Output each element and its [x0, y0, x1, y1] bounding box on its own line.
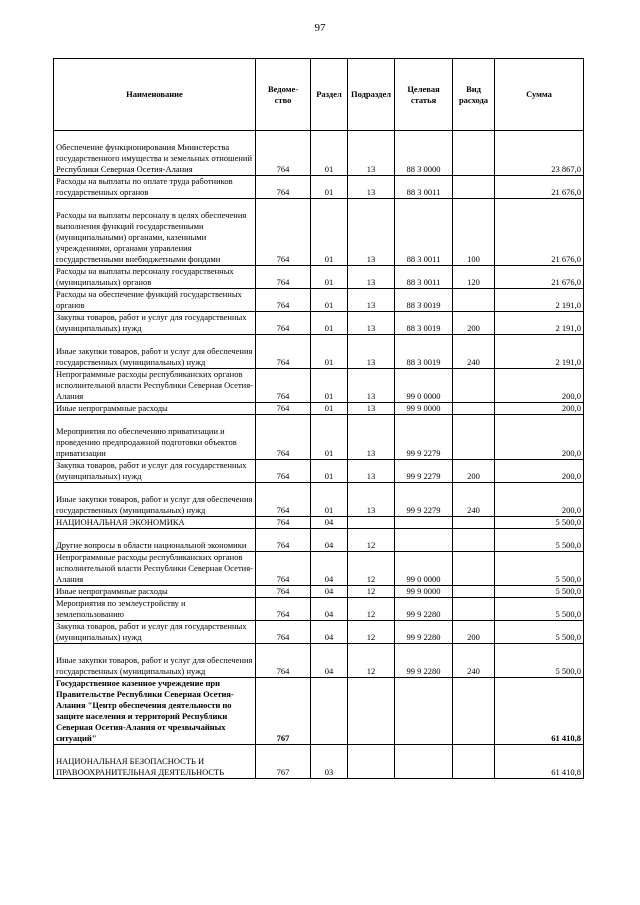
- header-expense-type: Вид расхода: [453, 59, 495, 131]
- row-subsection: 13: [348, 176, 395, 199]
- row-name: Обеспечение функционирования Министерства государственного имущества и земельных отношений Республики Северная Осетия-Алания: [54, 131, 256, 176]
- row-expense-type: 100: [453, 199, 495, 266]
- table-row: [54, 460, 584, 483]
- row-section: 01: [311, 460, 348, 483]
- header-sum: Сумма: [495, 59, 584, 131]
- row-target: 88 3 0011: [395, 266, 453, 289]
- row-target: 99 9 2279: [395, 415, 453, 460]
- row-target: 88 3 0011: [395, 176, 453, 199]
- row-sum: 200,0: [495, 460, 584, 483]
- row-name: Другие вопросы в области национальной экономики: [54, 529, 256, 552]
- row-name: Иные закупки товаров, работ и услуг для обеспечения государственных (муниципальных) нужд: [54, 644, 256, 678]
- row-dept: 764: [256, 199, 311, 266]
- row-expense-type: 240: [453, 644, 495, 678]
- row-sum: 5 500,0: [495, 644, 584, 678]
- row-expense-type: 120: [453, 266, 495, 289]
- row-subsection: 12: [348, 621, 395, 644]
- row-dept: 764: [256, 266, 311, 289]
- row-dept: 764: [256, 369, 311, 403]
- row-expense-type: 200: [453, 312, 495, 335]
- table-row: [54, 369, 584, 403]
- table-row: [54, 131, 584, 176]
- table-row: [54, 483, 584, 517]
- row-target: 99 0 0000: [395, 552, 453, 586]
- row-subsection: 12: [348, 529, 395, 552]
- row-dept: 764: [256, 335, 311, 369]
- row-sum: 200,0: [495, 369, 584, 403]
- row-expense-type: [453, 678, 495, 745]
- row-expense-type: 200: [453, 621, 495, 644]
- row-dept: 764: [256, 403, 311, 415]
- row-name: Непрограммные расходы республиканских органов исполнительной власти Республики Северная Осетия-Алания: [54, 369, 256, 403]
- row-subsection: 12: [348, 598, 395, 621]
- row-expense-type: [453, 517, 495, 529]
- table-row: [54, 403, 584, 415]
- row-target: 99 9 2280: [395, 621, 453, 644]
- row-expense-type: 240: [453, 335, 495, 369]
- row-sum: 200,0: [495, 483, 584, 517]
- row-name: Расходы на выплаты персоналу государственных (муниципальных) органов: [54, 266, 256, 289]
- row-name: Иные непрограммные расходы: [54, 403, 256, 415]
- row-target: 88 3 0019: [395, 312, 453, 335]
- row-section: 04: [311, 621, 348, 644]
- row-expense-type: 240: [453, 483, 495, 517]
- row-expense-type: [453, 403, 495, 415]
- row-sum: 5 500,0: [495, 517, 584, 529]
- row-target: [395, 529, 453, 552]
- row-subsection: 12: [348, 552, 395, 586]
- table-row: [54, 335, 584, 369]
- row-dept: 764: [256, 517, 311, 529]
- header-section: Раздел: [311, 59, 348, 131]
- row-subsection: 13: [348, 289, 395, 312]
- row-target: [395, 678, 453, 745]
- row-name: Закупка товаров, работ и услуг для государственных (муниципальных) нужд: [54, 312, 256, 335]
- table-row: [54, 529, 584, 552]
- row-section: 04: [311, 586, 348, 598]
- row-section: 01: [311, 483, 348, 517]
- table-row: [54, 266, 584, 289]
- table-row: [54, 176, 584, 199]
- row-expense-type: [453, 586, 495, 598]
- row-name: Закупка товаров, работ и услуг для государственных (муниципальных) нужд: [54, 621, 256, 644]
- row-name: Мероприятия по обеспечению приватизации и проведению предпродажной подготовки объектов приватизации: [54, 415, 256, 460]
- row-target: 88 3 0019: [395, 289, 453, 312]
- row-expense-type: [453, 598, 495, 621]
- header-name: Наименование: [54, 59, 256, 131]
- row-name: Государственное казенное учреждение при Правительстве Республики Северная Осетия-Алания "Центр обеспечения деятельности по защите населения и территорий Республики Северная Осетия-Алания от чрезвычайных ситуаций": [54, 678, 256, 745]
- row-name: Иные непрограммные расходы: [54, 586, 256, 598]
- row-section: 04: [311, 644, 348, 678]
- row-target: 88 3 0011: [395, 199, 453, 266]
- table-row: [54, 745, 584, 779]
- row-subsection: 13: [348, 369, 395, 403]
- row-dept: 764: [256, 312, 311, 335]
- row-expense-type: [453, 529, 495, 552]
- row-dept: 764: [256, 176, 311, 199]
- row-section: 04: [311, 529, 348, 552]
- row-sum: 200,0: [495, 403, 584, 415]
- row-subsection: 13: [348, 403, 395, 415]
- row-sum: 5 500,0: [495, 621, 584, 644]
- row-section: 01: [311, 415, 348, 460]
- row-section: 01: [311, 266, 348, 289]
- row-sum: 21 676,0: [495, 176, 584, 199]
- row-dept: 764: [256, 131, 311, 176]
- row-dept: 764: [256, 289, 311, 312]
- row-subsection: 13: [348, 460, 395, 483]
- row-section: [311, 678, 348, 745]
- row-sum: 61 410,8: [495, 678, 584, 745]
- row-target: 99 9 0000: [395, 403, 453, 415]
- row-dept: 764: [256, 644, 311, 678]
- row-name: Мероприятия по землеустройству и землепользованию: [54, 598, 256, 621]
- table-row: [54, 644, 584, 678]
- row-expense-type: [453, 176, 495, 199]
- row-section: 01: [311, 199, 348, 266]
- row-sum: 61 410,8: [495, 745, 584, 779]
- row-target: 99 9 2279: [395, 483, 453, 517]
- row-sum: 21 676,0: [495, 199, 584, 266]
- row-section: 03: [311, 745, 348, 779]
- row-target: 99 9 2280: [395, 598, 453, 621]
- row-subsection: 12: [348, 644, 395, 678]
- table-row: [54, 598, 584, 621]
- row-dept: 764: [256, 552, 311, 586]
- row-sum: 5 500,0: [495, 529, 584, 552]
- row-target: 99 9 2279: [395, 460, 453, 483]
- row-expense-type: [453, 131, 495, 176]
- row-target: 99 9 2280: [395, 644, 453, 678]
- row-name: Расходы на выплаты персоналу в целях обеспечения выполнения функций государственными (муниципальными) органами, казенными учреждениями, органами управления государственными внебюджетными фондами: [54, 199, 256, 266]
- row-subsection: [348, 517, 395, 529]
- row-target: 88 3 0000: [395, 131, 453, 176]
- row-name: Закупка товаров, работ и услуг для государственных (муниципальных) нужд: [54, 460, 256, 483]
- row-subsection: 13: [348, 199, 395, 266]
- row-target: 99 0 0000: [395, 369, 453, 403]
- row-section: 04: [311, 517, 348, 529]
- row-dept: 764: [256, 598, 311, 621]
- row-sum: 21 676,0: [495, 266, 584, 289]
- row-section: 01: [311, 369, 348, 403]
- row-name: Иные закупки товаров, работ и услуг для обеспечения государственных (муниципальных) нужд: [54, 483, 256, 517]
- row-section: 01: [311, 289, 348, 312]
- row-name: Расходы на обеспечение функций государственных органов: [54, 289, 256, 312]
- row-target: 99 9 0000: [395, 586, 453, 598]
- header-dept: Ведоме- ство: [256, 59, 311, 131]
- row-dept: 764: [256, 483, 311, 517]
- row-subsection: 12: [348, 586, 395, 598]
- row-dept: 764: [256, 586, 311, 598]
- row-subsection: [348, 678, 395, 745]
- table-row: [54, 586, 584, 598]
- table-row: [54, 312, 584, 335]
- table-header-row: [54, 59, 584, 131]
- row-expense-type: 200: [453, 460, 495, 483]
- row-subsection: 13: [348, 266, 395, 289]
- table-row: [54, 289, 584, 312]
- row-dept: 764: [256, 529, 311, 552]
- row-name: Иные закупки товаров, работ и услуг для обеспечения государственных (муниципальных) нужд: [54, 335, 256, 369]
- row-subsection: 13: [348, 131, 395, 176]
- row-sum: 5 500,0: [495, 586, 584, 598]
- row-expense-type: [453, 552, 495, 586]
- row-sum: 5 500,0: [495, 552, 584, 586]
- row-subsection: 13: [348, 335, 395, 369]
- row-sum: 5 500,0: [495, 598, 584, 621]
- row-section: 04: [311, 552, 348, 586]
- row-sum: 200,0: [495, 415, 584, 460]
- row-sum: 2 191,0: [495, 289, 584, 312]
- row-section: 01: [311, 131, 348, 176]
- page-number: 97: [314, 22, 326, 34]
- row-subsection: [348, 745, 395, 779]
- row-dept: 767: [256, 678, 311, 745]
- row-name: Расходы на выплаты по оплате труда работников государственных органов: [54, 176, 256, 199]
- row-target: 88 3 0019: [395, 335, 453, 369]
- table-row: [54, 517, 584, 529]
- row-name: НАЦИОНАЛЬНАЯ БЕЗОПАСНОСТЬ И ПРАВООХРАНИТЕЛЬНАЯ ДЕЯТЕЛЬНОСТЬ: [54, 745, 256, 779]
- row-section: 01: [311, 312, 348, 335]
- row-expense-type: [453, 369, 495, 403]
- row-sum: 2 191,0: [495, 312, 584, 335]
- row-dept: 767: [256, 745, 311, 779]
- row-dept: 764: [256, 460, 311, 483]
- table-row: [54, 678, 584, 745]
- row-section: 01: [311, 403, 348, 415]
- table-row: [54, 415, 584, 460]
- row-target: [395, 745, 453, 779]
- row-name: НАЦИОНАЛЬНАЯ ЭКОНОМИКА: [54, 517, 256, 529]
- row-name: Непрограммные расходы республиканских органов исполнительной власти Республики Северная Осетия-Алания: [54, 552, 256, 586]
- row-subsection: 13: [348, 483, 395, 517]
- table-row: [54, 552, 584, 586]
- row-section: 01: [311, 176, 348, 199]
- row-section: 04: [311, 598, 348, 621]
- row-expense-type: [453, 289, 495, 312]
- row-dept: 764: [256, 621, 311, 644]
- row-expense-type: [453, 415, 495, 460]
- row-dept: 764: [256, 415, 311, 460]
- row-subsection: 13: [348, 415, 395, 460]
- row-sum: 2 191,0: [495, 335, 584, 369]
- row-section: 01: [311, 335, 348, 369]
- row-target: [395, 517, 453, 529]
- header-subsection: Подраздел: [348, 59, 395, 131]
- row-expense-type: [453, 745, 495, 779]
- table-row: [54, 621, 584, 644]
- budget-table: [53, 58, 584, 779]
- row-subsection: 13: [348, 312, 395, 335]
- header-target: Целевая статья: [395, 59, 453, 131]
- row-sum: 23 867,0: [495, 131, 584, 176]
- table-row: [54, 199, 584, 266]
